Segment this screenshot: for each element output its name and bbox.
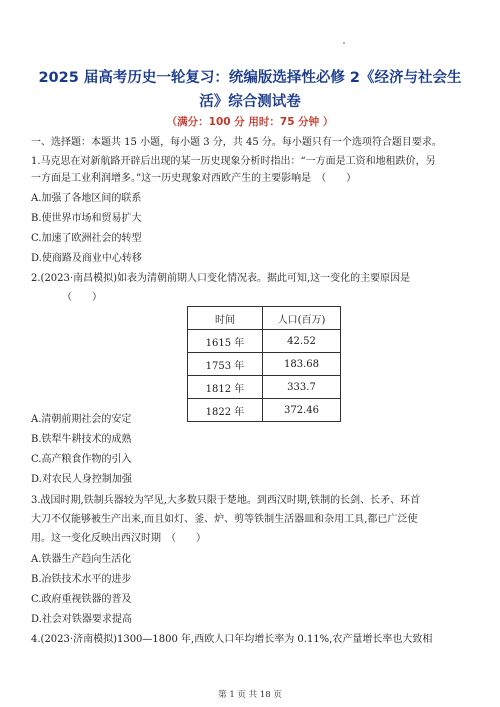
q1-option-c: C.加速了欧洲社会的转型 bbox=[31, 233, 142, 244]
q3-option-d: D.社会对铁器要求提高 bbox=[31, 614, 132, 625]
page-footer: 第 1 页 共 18 页 bbox=[218, 690, 282, 700]
scan-dot bbox=[343, 42, 345, 44]
section-header: 一、选择题：本题共 15 小题，每小题 3 分，共 45 分。每小题只有一个选项符合题目要求。 bbox=[31, 137, 442, 148]
q2-option-a: A.清朝前期社会的安定 bbox=[31, 414, 132, 425]
table-row bbox=[188, 353, 341, 376]
doc-subtitle: （满分：100 分 用时：75 分钟 ） bbox=[166, 116, 334, 128]
doc-title-line2: 活》综合测试卷 bbox=[199, 94, 301, 110]
table-header-cell: 人口(百万) bbox=[263, 307, 341, 330]
q2-stem-line2: （ ） bbox=[62, 292, 102, 303]
q2-option-b: B.铁犁牛耕技术的成熟 bbox=[31, 434, 132, 445]
q3-option-b: B.冶铁技术水平的进步 bbox=[31, 574, 132, 585]
table-cell: 183.68 bbox=[263, 353, 341, 376]
q2-option-c: C.高产粮食作物的引入 bbox=[31, 454, 132, 465]
q1-stem-line2: 一方面是工业利润增多。”这一历史现象对西欧产生的主要影响是 （ ） bbox=[31, 173, 357, 184]
table-header-cell: 时间 bbox=[188, 307, 263, 330]
table-row bbox=[188, 376, 341, 399]
table-cell: 1615 年 bbox=[188, 330, 263, 353]
table-cell: 333.7 bbox=[263, 376, 341, 399]
doc-title-line1: 2025 届高考历史一轮复习：统编版选择性必修 2《经济与社会生 bbox=[38, 70, 462, 86]
table-header-row bbox=[188, 307, 341, 330]
q4-stem-line1: 4.(2023·济南模拟)1300—1800 年,西欧人口年均增长率为 0.11%,农产量增长率也大致相 bbox=[31, 634, 433, 645]
q2-stem-line1: 2.(2023·南昌模拟)如表为清朝前期人口变化情况表。据此可知,这一变化的主要原因是 bbox=[31, 273, 411, 284]
table-cell: 1822 年 bbox=[188, 399, 263, 422]
q1-option-b: B.使世界市场和贸易扩大 bbox=[31, 213, 142, 224]
q2-option-d: D.对农民人身控制加强 bbox=[31, 474, 132, 485]
q3-option-c: C.政府重视铁器的普及 bbox=[31, 594, 132, 605]
q3-stem-line2: 大刀不仅能够被生产出来,而且如灯、釜、炉、剪等铁制生活器皿和杂用工具,都已广泛使 bbox=[31, 514, 418, 525]
q3-stem-line1: 3.战国时期,铁制兵器较为罕见,大多数只限于楚地。到西汉时期,铁制的长剑、长矛、环首 bbox=[31, 495, 421, 506]
table-cell: 1753 年 bbox=[188, 353, 263, 376]
q3-stem-line3: 用。这一变化反映出西汉时期 （ ） bbox=[31, 533, 206, 544]
table-cell: 372.46 bbox=[263, 399, 341, 422]
q1-stem-line1: 1.马克思在对新航路开辟后出现的某一历史现象分析时指出：“一方面是工资和地租跌价，另 bbox=[31, 156, 436, 167]
table-cell: 42.52 bbox=[263, 330, 341, 353]
table-cell: 1812 年 bbox=[188, 376, 263, 399]
q1-option-d: D.使商路及商业中心转移 bbox=[31, 253, 142, 264]
table-row bbox=[188, 330, 341, 353]
q1-option-a: A.加强了各地区间的联系 bbox=[31, 193, 142, 204]
q3-option-a: A.铁器生产趋向生活化 bbox=[31, 554, 132, 565]
population-table bbox=[187, 306, 341, 422]
